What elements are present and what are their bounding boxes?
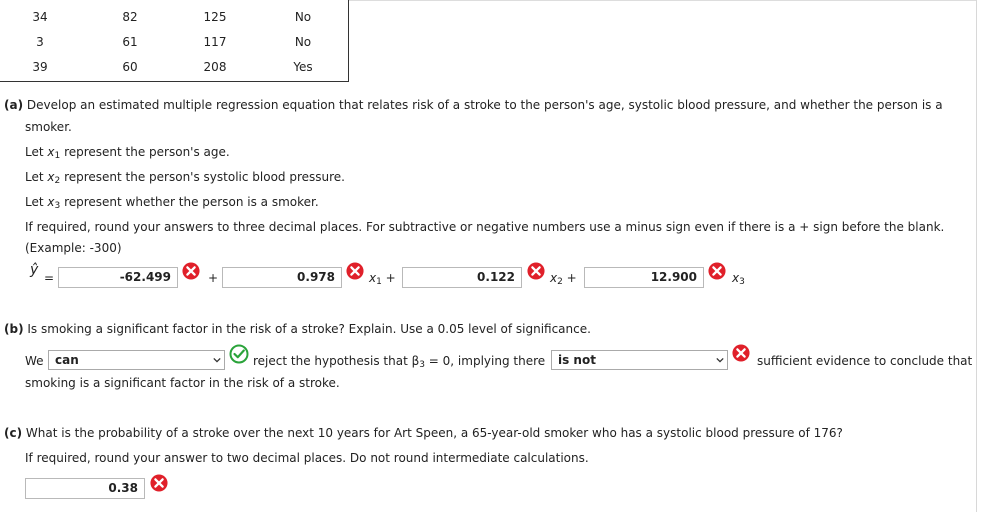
part-b-label: (b) — [4, 322, 24, 336]
table-cell: No — [294, 35, 312, 49]
x1-term: $x_1$ + — [369, 271, 396, 287]
table-cell: 60 — [122, 60, 138, 74]
evidence-text: sufficient evidence to conclude that — [757, 354, 973, 368]
wrong-icon — [150, 474, 168, 492]
correct-icon — [229, 344, 249, 364]
part-b-text: Is smoking a significant factor in the risk of a stroke? Explain. Use a 0.05 level of significance. — [27, 322, 591, 336]
table-row — [0, 5, 348, 30]
let-x3: Let $x_3$ represent whether the person is a smoker. — [25, 195, 319, 211]
wrong-icon — [182, 262, 200, 280]
right-divider — [976, 0, 977, 512]
top-divider — [348, 0, 976, 1]
reject-select[interactable] — [48, 350, 225, 370]
let-x3-text: represent whether the person is a smoker. — [64, 195, 319, 209]
we-text: We — [25, 354, 44, 368]
let-word: Let — [25, 170, 44, 184]
hypothesis-text: reject the hypothesis that $\beta_3 = 0$, implying there — [253, 354, 546, 370]
wrong-icon — [708, 262, 726, 280]
table-row — [0, 55, 348, 80]
wrong-icon — [346, 262, 364, 280]
table-row — [0, 30, 348, 55]
equals-sign: = — [44, 271, 55, 285]
table-cell: 117 — [203, 35, 227, 49]
chevron-down-icon — [213, 356, 221, 364]
table-cell: Yes — [293, 60, 313, 74]
part-c-question — [4, 426, 843, 440]
table-cell: 39 — [32, 60, 48, 74]
b3-input[interactable]: 12.900 — [584, 267, 704, 288]
part-a-instructions: If required, round your answers to three decimal places. For subtractive or negative numbers use a minus sign even if there is a + sign before the blank. — [25, 220, 945, 234]
part-a-text: Develop an estimated multiple regression equation that relates risk of a stroke to the person's age, systolic blood pressure, and whether the person is a — [26, 98, 943, 112]
table-cell: 125 — [203, 10, 227, 24]
y-hat-symbol: ŷ — [30, 262, 39, 278]
hypothesis-text-a: reject the hypothesis that β — [253, 354, 420, 368]
part-c-instructions: If required, round your answer to two decimal places. Do not round intermediate calculations. — [25, 451, 589, 465]
plus-sign: + — [385, 271, 396, 285]
plus-sign: + — [208, 271, 219, 285]
x2-term: $x_2$ + — [550, 271, 577, 287]
let-word: Let — [25, 195, 44, 209]
wrong-icon — [732, 344, 750, 362]
let-x1: Let $x_1$ represent the person's age. — [25, 145, 230, 161]
wrong-icon — [527, 262, 545, 280]
table-cell: 34 — [32, 10, 48, 24]
hypothesis-text-b: = 0, implying there — [424, 354, 546, 368]
part-c-label: (c) — [4, 426, 23, 440]
part-a-label: (a) — [4, 98, 24, 112]
evidence-select[interactable] — [551, 350, 728, 370]
part-a-example: (Example: -300) — [25, 241, 122, 255]
evidence-select-value: is not — [558, 353, 596, 367]
part-b-question — [4, 322, 591, 336]
part-b-text-cont: smoking is a significant factor in the risk of a stroke. — [25, 376, 340, 390]
table-cell: 208 — [203, 60, 227, 74]
part-c-text: What is the probability of a stroke over the next 10 years for Art Speen, a 65-year-old smoker who has a systolic blood pressure of 176? — [25, 426, 843, 440]
table-cell: 82 — [122, 10, 138, 24]
b1-input[interactable]: 0.978 — [222, 267, 342, 288]
part-a-question — [4, 98, 943, 112]
plus-sign: + — [566, 271, 577, 285]
part-a-text-cont: smoker. — [25, 120, 72, 134]
b2-input[interactable]: 0.122 — [402, 267, 522, 288]
table-cell: 61 — [122, 35, 138, 49]
data-table — [0, 0, 349, 82]
let-x2: Let $x_2$ represent the person's systolic blood pressure. — [25, 170, 345, 186]
let-x1-text: represent the person's age. — [64, 145, 230, 159]
probability-input[interactable]: 0.38 — [25, 478, 145, 499]
b0-input[interactable]: -62.499 — [58, 267, 178, 288]
table-cell: No — [294, 10, 312, 24]
chevron-down-icon — [716, 356, 724, 364]
table-cell: 3 — [36, 35, 44, 49]
x3-term: $x_3$ — [732, 271, 745, 287]
let-word: Let — [25, 145, 44, 159]
let-x2-text: represent the person's systolic blood pressure. — [64, 170, 345, 184]
reject-select-value: can — [55, 353, 79, 367]
